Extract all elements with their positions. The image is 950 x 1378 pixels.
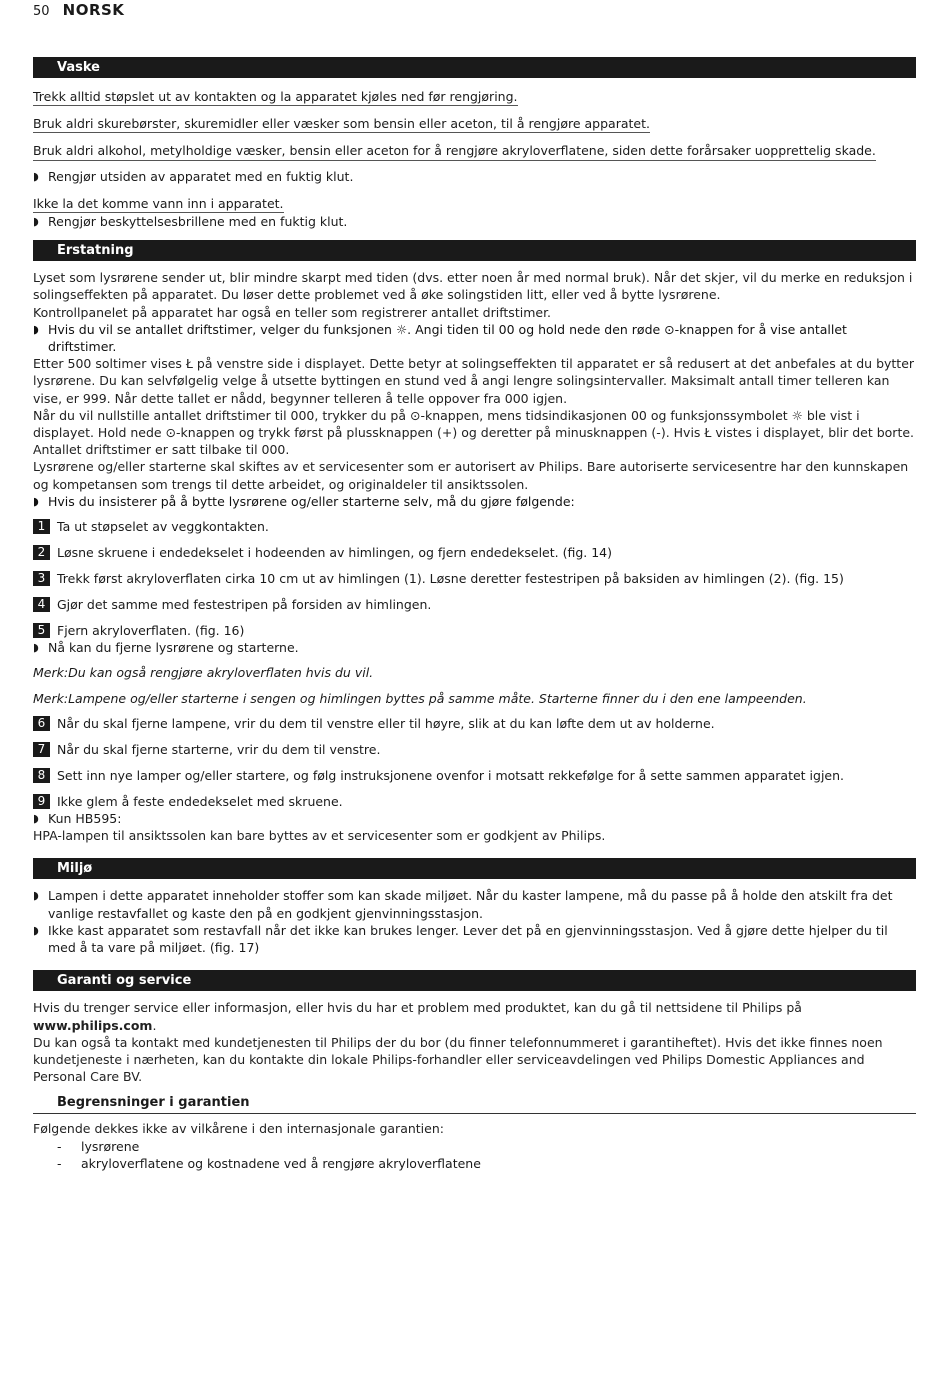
step-item <box>33 622 916 639</box>
paragraph: Lysrørene og/eller starterne skal skiftes av et servicesenter som er autorisert av Philips. Bare autoriserte servicesentre har den kunnskapen og kompetansen som trengs til dette arbeidet, og originaldeler til ansiktssolen. <box>33 459 909 492</box>
step-number: 7 <box>33 742 50 757</box>
step-item <box>33 570 916 587</box>
step-text: Ta ut støpselet av veggkontakten. <box>57 519 269 535</box>
step-number: 4 <box>33 597 50 612</box>
paragraph: Du kan også ta kontakt med kundetjenesten til Philips der du bor (du finner telefonnummeret i garantiheftet). Hvis det ikke finnes noen kundetjeneste i nærheten, kan du kontakte din lokale Philips-forhandler eller serviceavdelingen ved Philips Domestic Appliances and Personal Care BV. <box>33 1034 883 1085</box>
bullet-item: ◗ Kun HB595: <box>33 810 916 827</box>
paragraph-text: . <box>152 1017 157 1033</box>
paragraph: Når du vil nullstille antallet driftstimer til 000, trykker du på ⊙-knappen, mens tidsindikasjonen 00 og funksjonssymbolet ☼ ble vist i displayet. Hold nede ⊙-knappen og trykk først på plussknappen (+) og deretter på minusknappen (-). Hvis Ł vistes i displayet, blir det borte. Antallet driftstimer er satt tilbake til 000. <box>33 407 915 458</box>
paragraph: Følgende dekkes ikke av vilkårene i den internasjonale garantien: <box>33 1121 444 1137</box>
bullet-item: ◗ Rengjør utsiden av apparatet med en fuktig klut. <box>33 168 916 185</box>
bullet-item: ◗ Hvis du vil se antallet driftstimer, velger du funksjonen ☼. Angi tiden til 00 og hold nede den røde ⊙-knappen for å vise antallet driftstimer. <box>33 321 916 355</box>
step-number: 8 <box>33 768 50 783</box>
step-item <box>33 596 916 613</box>
paragraph: Kontrollpanelet på apparatet har også en teller som registrerer antallet driftstimer. <box>33 304 552 320</box>
step-text: Når du skal fjerne lampene, vrir du dem til venstre eller til høyre, slik at du kan løfte dem ut av holderne. <box>57 715 715 731</box>
warning-text: Trekk alltid støpslet ut av kontakten og la apparatet kjøles ned før rengjøring. <box>33 88 518 106</box>
paragraph: Lyset som lysrørene sender ut, blir mindre skarpt med tiden (dvs. etter noen år med normal bruk). Når det skjer, vil du merke en reduksjon i solingseffekten på apparatet. Du løser dette problemet ved å øke solingstiden litt, eller ved å bytte lysrørene. <box>33 270 913 303</box>
bullet-item: ◗ Lampen i dette apparatet inneholder stoffer som kan skade miljøet. Når du kaster lampene, må du passe på å holde den atskilt fra det vanlige restavfallet og kaste den på en godkjent gjenvinningsstasjon. <box>33 887 916 921</box>
warning-text: Bruk aldri skurebørster, skuremidler eller væsker som bensin eller aceton, til å rengjøre apparatet. <box>33 115 650 133</box>
step-text: Fjern akryloverflaten. (fig. 16) <box>57 623 245 639</box>
bullet-item: ◗ Ikke kast apparatet som restavfall når det ikke kan brukes lenger. Lever det på en gjenvinningsstasjon. Ved å gjøre dette hjelper du til med å ta vare på miljøet. (fig. 17) <box>33 922 916 956</box>
step-text: Løsne skruene i endedekselet i hodeenden av himlingen, og fjern endedekselet. (fig. 14) <box>57 545 612 561</box>
step-number: 1 <box>33 519 50 534</box>
step-text: Når du skal fjerne starterne, vrir du dem til venstre. <box>57 741 381 757</box>
section-heading-erstatning: Erstatning <box>33 240 916 261</box>
document-body <box>33 57 916 1172</box>
warning-text: Bruk aldri alkohol, metylholdige væsker, bensin eller aceton for å rengjøre akryloverflatene, siden dette forårsaker uopprettelig skade. <box>33 142 876 160</box>
page-number: 50 <box>33 4 50 19</box>
list-item-text: akryloverflatene og kostnadene ved å rengjøre akryloverflatene <box>81 1155 481 1171</box>
section-heading-vaske: Vaske <box>33 57 916 78</box>
bullet-item: ◗ Hvis du insisterer på å bytte lysrørene og/eller starterne selv, må du gjøre følgende: <box>33 493 916 510</box>
step-number: 9 <box>33 794 50 809</box>
section-heading-garanti: Garanti og service <box>33 970 916 991</box>
step-item <box>33 741 916 758</box>
bullet-item: ◗ Nå kan du fjerne lysrørene og starterne. <box>33 639 916 656</box>
paragraph: HPA-lampen til ansiktssolen kan bare byttes av et servicesenter som er godkjent av Philips. <box>33 828 606 844</box>
note-text: Merk:Lampene og/eller starterne i sengen og himlingen byttes på samme måte. Starterne finner du i den ene lampeenden. <box>33 690 807 706</box>
subsection-heading: Begrensninger i garantien <box>33 1093 916 1114</box>
step-item <box>33 544 916 561</box>
list-item <box>33 1155 916 1172</box>
page-header <box>33 0 125 19</box>
step-item <box>33 767 916 784</box>
list-dash: - <box>57 1155 62 1171</box>
step-number: 5 <box>33 623 50 638</box>
step-text: Ikke glem å feste endedekselet med skruene. <box>57 793 343 809</box>
step-number: 6 <box>33 716 50 731</box>
philips-link[interactable]: www.philips.com <box>33 1017 153 1033</box>
step-text: Gjør det samme med festestripen på forsiden av himlingen. <box>57 597 432 613</box>
section-heading-miljo: Miljø <box>33 858 916 879</box>
note-text: Merk:Du kan også rengjøre akryloverflaten hvis du vil. <box>33 665 374 681</box>
paragraph <box>33 999 916 1033</box>
paragraph: Etter 500 soltimer vises Ł på venstre side i displayet. Dette betyr at solingseffekten til apparatet er så redusert at det anbefales at du bytter lysrørene. Du kan selvfølgelig velge å utsette byttingen en stund ved å angi lengre solingsintervaller. Maksimalt antall timer telleren kan vise, er 999. Når dette tallet er nådd, begynner telleren å telle oppover fra 000 igjen. <box>33 356 915 406</box>
page-language: NORSK <box>62 1 125 19</box>
step-text: Sett inn nye lamper og/eller startere, og følg instruksjonene ovenfor i motsatt rekkefølge for å sette sammen apparatet igjen. <box>57 767 845 783</box>
step-item <box>33 793 916 810</box>
warning-text: Ikke la det komme vann inn i apparatet. <box>33 195 284 213</box>
step-text: Trekk først akryloverflaten cirka 10 cm ut av himlingen (1). Løsne deretter festestripen på baksiden av himlingen (2). (fig. 15) <box>57 571 844 587</box>
list-dash: - <box>57 1138 62 1154</box>
list-item <box>33 1138 916 1155</box>
step-number: 3 <box>33 571 50 586</box>
list-item-text: lysrørene <box>81 1138 140 1154</box>
step-number: 2 <box>33 545 50 560</box>
step-item <box>33 518 916 535</box>
paragraph-text: Hvis du trenger service eller informasjon, eller hvis du har et problem med produktet, kan du gå til nettsidene til Philips på <box>33 1000 802 1016</box>
bullet-item: ◗ Rengjør beskyttelsesbrillene med en fuktig klut. <box>33 213 916 230</box>
step-item <box>33 715 916 732</box>
